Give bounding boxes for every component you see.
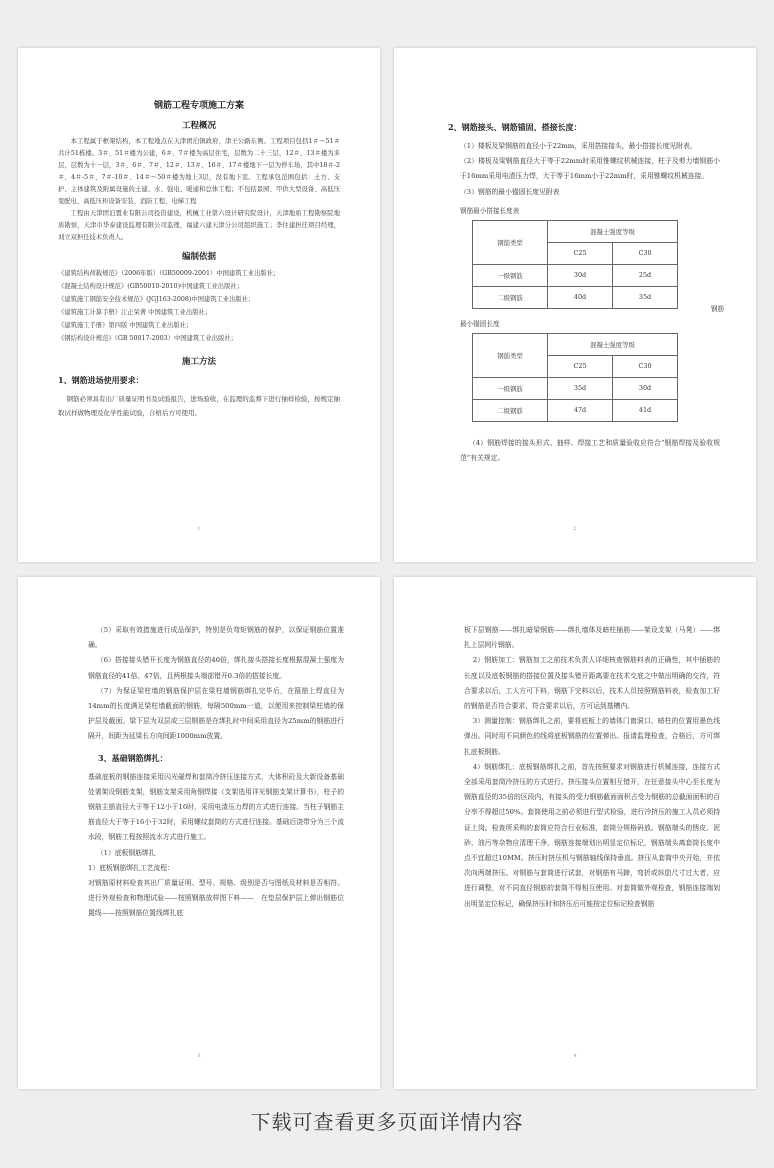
paragraph: 3）测量控制：钢筋绑扎之前，要将底板上的墙体门窗洞口、暗柱的位置用墨色线弹出。同时用不同颜色的线将底板钢筋的位置弹出。报请监理检查，合格后，方可绑扎底板钢筋。 [464, 717, 720, 756]
document-page-3 [18, 577, 380, 1089]
table-cell: 一级钢筋 [473, 377, 548, 399]
table-cell: 二级钢筋 [473, 399, 548, 421]
document-page-2 [394, 48, 756, 562]
paragraph: 基础底板的钢筋连接采用闪光碰焊和套筒冷挤压连接方式，大体积砼及大新设备基础处需架设钢筋支架，钢筋支架采用角钢焊接（支架选用详见钢筋支架计算书），柱子的钢筋主筋直径大于等于12小于16时，采用电渣压力焊的方式进行连接。当柱子钢筋主筋直径大于等于16小于32时，采用螺纹套筒的方式进行连接。基础后浇带分为三个流水段，钢筋工程按照流水方式进行施工。 [88, 772, 344, 842]
table-cell: 一级钢筋 [473, 264, 548, 286]
reference-item: 《建筑施工钢筋安全技术规范》(JGJ163-2008)中国建筑工业出版社； [58, 296, 255, 303]
download-more-prompt[interactable]: 下载可查看更多页面详情内容 [250, 1110, 524, 1134]
document-title: 钢筋工程专项施工方案 [153, 101, 244, 111]
reference-item: 《建筑施工计算手册》江正荣著 中国建筑工业出版社； [58, 309, 212, 316]
table-row [473, 286, 678, 308]
anchorage-table [472, 333, 678, 422]
basis-heading: 编制依据 [181, 252, 216, 262]
section-2-item-4: （4）钢筋焊接的接头形式、抽样、焊接工艺和质量验收应符合“钢筋焊接及验收规范”有关规定。 [460, 438, 720, 463]
paragraph: 板下层钢筋——绑扎暗梁钢筋——绑扎墙体及暗柱插筋——架设支架（马凳）——绑扎上层网片钢筋。 [464, 626, 720, 650]
overview-paragraph-2: 工程由天津团泊置业有限公司投资建设，机械工业第六设计研究院设计，天津地质工程勘察院地质勘察，天津市华泰建设监理有限公司监理，福建六建天津分公司组织施工；李住建担任项目经理，刘立双担任技术负责人。 [58, 210, 340, 241]
table-cell: 41d [613, 399, 678, 421]
table-cell: 35d [613, 286, 678, 308]
table-cell: 40d [548, 286, 613, 308]
table-header-type: 钢筋类型 [473, 220, 548, 264]
section-1-heading: 1、钢筋进场使用要求： [58, 375, 144, 385]
table-header-c25: C25 [548, 242, 613, 264]
lap-length-table-caption: 钢筋最小搭接长度表 [460, 206, 520, 215]
reference-item: 《建筑结构荷载规范》（2006年版）（GB50009-2001）中国建筑工业出版社； [58, 270, 280, 277]
section-2-item-2: （2）楼板及梁钢筋直径大于等于22mm时采用锥螺纹机械连接，柱子及剪力墙钢筋小于16mm采用电渣压力焊，大于等于16mm小于22mm时，采用锥螺纹机械连接。 [460, 157, 720, 181]
paragraph: （1）底板钢筋绑扎 [96, 848, 156, 857]
paragraph: 2）钢筋加工：钢筋加工之前技术负责人详细核查钢筋料表的正确性，其中插筋的长度以及底板钢筋的搭接位置及接头错开距离要在技术交底之中做出明确的交待，符合要求以后，工人方可下料，钢筋下完料以后，技术人员按照钢筋料表，检查加工好的钢筋是否符合要求，符合要求以后，方可运到基槽内。 [464, 656, 720, 711]
table-cell: 35d [548, 377, 613, 399]
table-header-grade: 混凝土强度等级 [548, 333, 678, 355]
overview-paragraph-1: 本工程属于框架结构，本工程地点在天津团泊镇政府、津王公路东侧。工程项目包括1＃～51＃共计51栋楼。3＃、51＃楼为公建，6＃、7＃楼为高层住宅，层数为二十三层，12＃、13＃楼为多层，层数为十一层，3＃、6＃、7＃、12＃、13＃、16＃、17＃楼地下一层为停车场，其中18＃-2＃、4＃-5＃、7＃-10＃、14＃～50＃楼为地上3层，没有地下室。工程承包范围包括：土方、支护、主体建筑及附属设施的土建、水、强电、暖通和总体工程；不包括景园、甲供大型设备、高低压变配电、高低压柜设备安装、消防工程、电梯工程 [58, 138, 340, 205]
lap-length-table [472, 220, 678, 309]
paragraph: 1）底板钢筋绑扎工艺流程： [88, 863, 174, 872]
document-page-4 [394, 577, 756, 1089]
table-header-grade: 混凝土强度等级 [548, 220, 678, 242]
table-header-type: 钢筋类型 [473, 333, 548, 377]
table-header-c30: C30 [613, 355, 678, 377]
paragraph: 对钢筋原材料检查其出厂质量证明、型号、规格、级别是否与图纸及材料是否相符。进行外观检查和物理试验——按照钢筋放样图下料—— 在垫层保护层上弹出钢筋位置线——按照钢筋位置线绑扎底 [88, 879, 344, 918]
method-heading: 施工方法 [181, 357, 216, 367]
page-number: 4 [573, 1053, 577, 1059]
paragraph: （6）搭接接头错开长度为钢筋直径的40倍，绑扎接头搭接长度根据混凝土强度为钢筋直径的41倍、47倍，且两根接头端部错开0.3倍的搭接长度。 [88, 656, 344, 680]
table-cell: 二级钢筋 [473, 286, 548, 308]
document-page-1 [18, 48, 380, 562]
table-cell: 47d [548, 399, 613, 421]
reference-item: 《混凝土结构设计规范》(GB50010-2010)中国建筑工业出版社； [58, 283, 243, 290]
table-header-c25: C25 [548, 355, 613, 377]
section-2-heading: 2、钢筋接头、钢筋锚固、搭接长度： [448, 122, 582, 132]
section-2-item-3: （3）钢筋的最小锚固长度见附表 [460, 187, 560, 196]
page-number: 3 [197, 1053, 201, 1059]
paragraph: （7）为保证梁柱墙的钢筋保护层在梁柱墙钢筋绑扎完毕后，在箍筋上焊直径为14mm的长度满足梁柱墙截面的钢筋，每隔500mm一道，以便用来控制梁柱墙的保护层及截面。梁下层为双层或三层钢筋是在绑扎时中间采用直径为25mm的钢筋进行隔开，间距为延梁长方向间距1000mm放置。 [88, 686, 344, 741]
table-cell: 30d [548, 264, 613, 286]
table-trailing-text: 钢筋 [710, 304, 724, 313]
paragraph: 4）钢筋绑扎：底板钢筋绑扎之前，首先按照要求对钢筋进行机械连接，连接方式全部采用套筒冷挤压的方式进行。挤压接头位置相互错开，在任意接头中心至长度为钢筋直径的35倍的区段内，有接头的受力钢筋截面面积占受力钢筋的总截面面积的百分率不得超过50%。套筒使用之前必须进行型式检验，进行冷挤压的施工人员必须持证上岗。检查所采购的套筒应符合行业标准，套筒分规格码放。钢筋端头的锈皮、泥砂、油污等杂物应清理干净。钢筋连接端划出明显定位标记，钢筋端头离套筒长度中点不宜超过10MM。挤压时挤压机与钢筋轴线保持垂直。挤压从套筒中央开始，并依次向两端挤压。对钢筋与套筒进行试套，对钢筋有马蹄，弯折或纵肋尺寸过大者，应进行调整，对不同直径钢筋的套筒不得相互使用。对套筒做外观检查，钢筋连接端划出明显定位标记，确保挤压时和挤压后可能按定位标记检查钢筋 [464, 762, 720, 908]
anchorage-table-caption: 最小锚固长度 [460, 319, 500, 328]
page-number: 2 [573, 526, 577, 532]
table-row [473, 264, 678, 286]
reference-list [58, 267, 340, 345]
table-row [473, 399, 678, 421]
section-3-heading: 3、基础钢筋绑扎： [98, 752, 168, 763]
reference-item: 《建筑施工手册》第四版 中国建筑工业出版社； [58, 322, 193, 329]
table-header-c30: C30 [613, 242, 678, 264]
reference-item: 《钢结构设计规范》（GB 50017-2003）中国建筑工业出版社； [58, 335, 237, 342]
table-cell: 25d [613, 264, 678, 286]
overview-heading: 工程概况 [181, 121, 216, 131]
table-row [473, 377, 678, 399]
section-1-paragraph: 钢筋必须具有出厂质量证明书及试验报告，进场验收，在监理的监督下进行抽样检验，按规定抽取试样做物理及化学性能试验，合格后方可使用。 [58, 395, 340, 417]
section-2-item-1: （1）楼板及梁钢筋的直径小于22mm，采用搭接接头，最小搭接长度见附表。 [460, 142, 697, 150]
table-cell: 30d [613, 377, 678, 399]
page-number: 1 [197, 526, 201, 532]
paragraph: （5）采取有效措施进行成品保护，特别是负弯矩钢筋的保护，以保证钢筋位置准确。 [88, 626, 344, 650]
